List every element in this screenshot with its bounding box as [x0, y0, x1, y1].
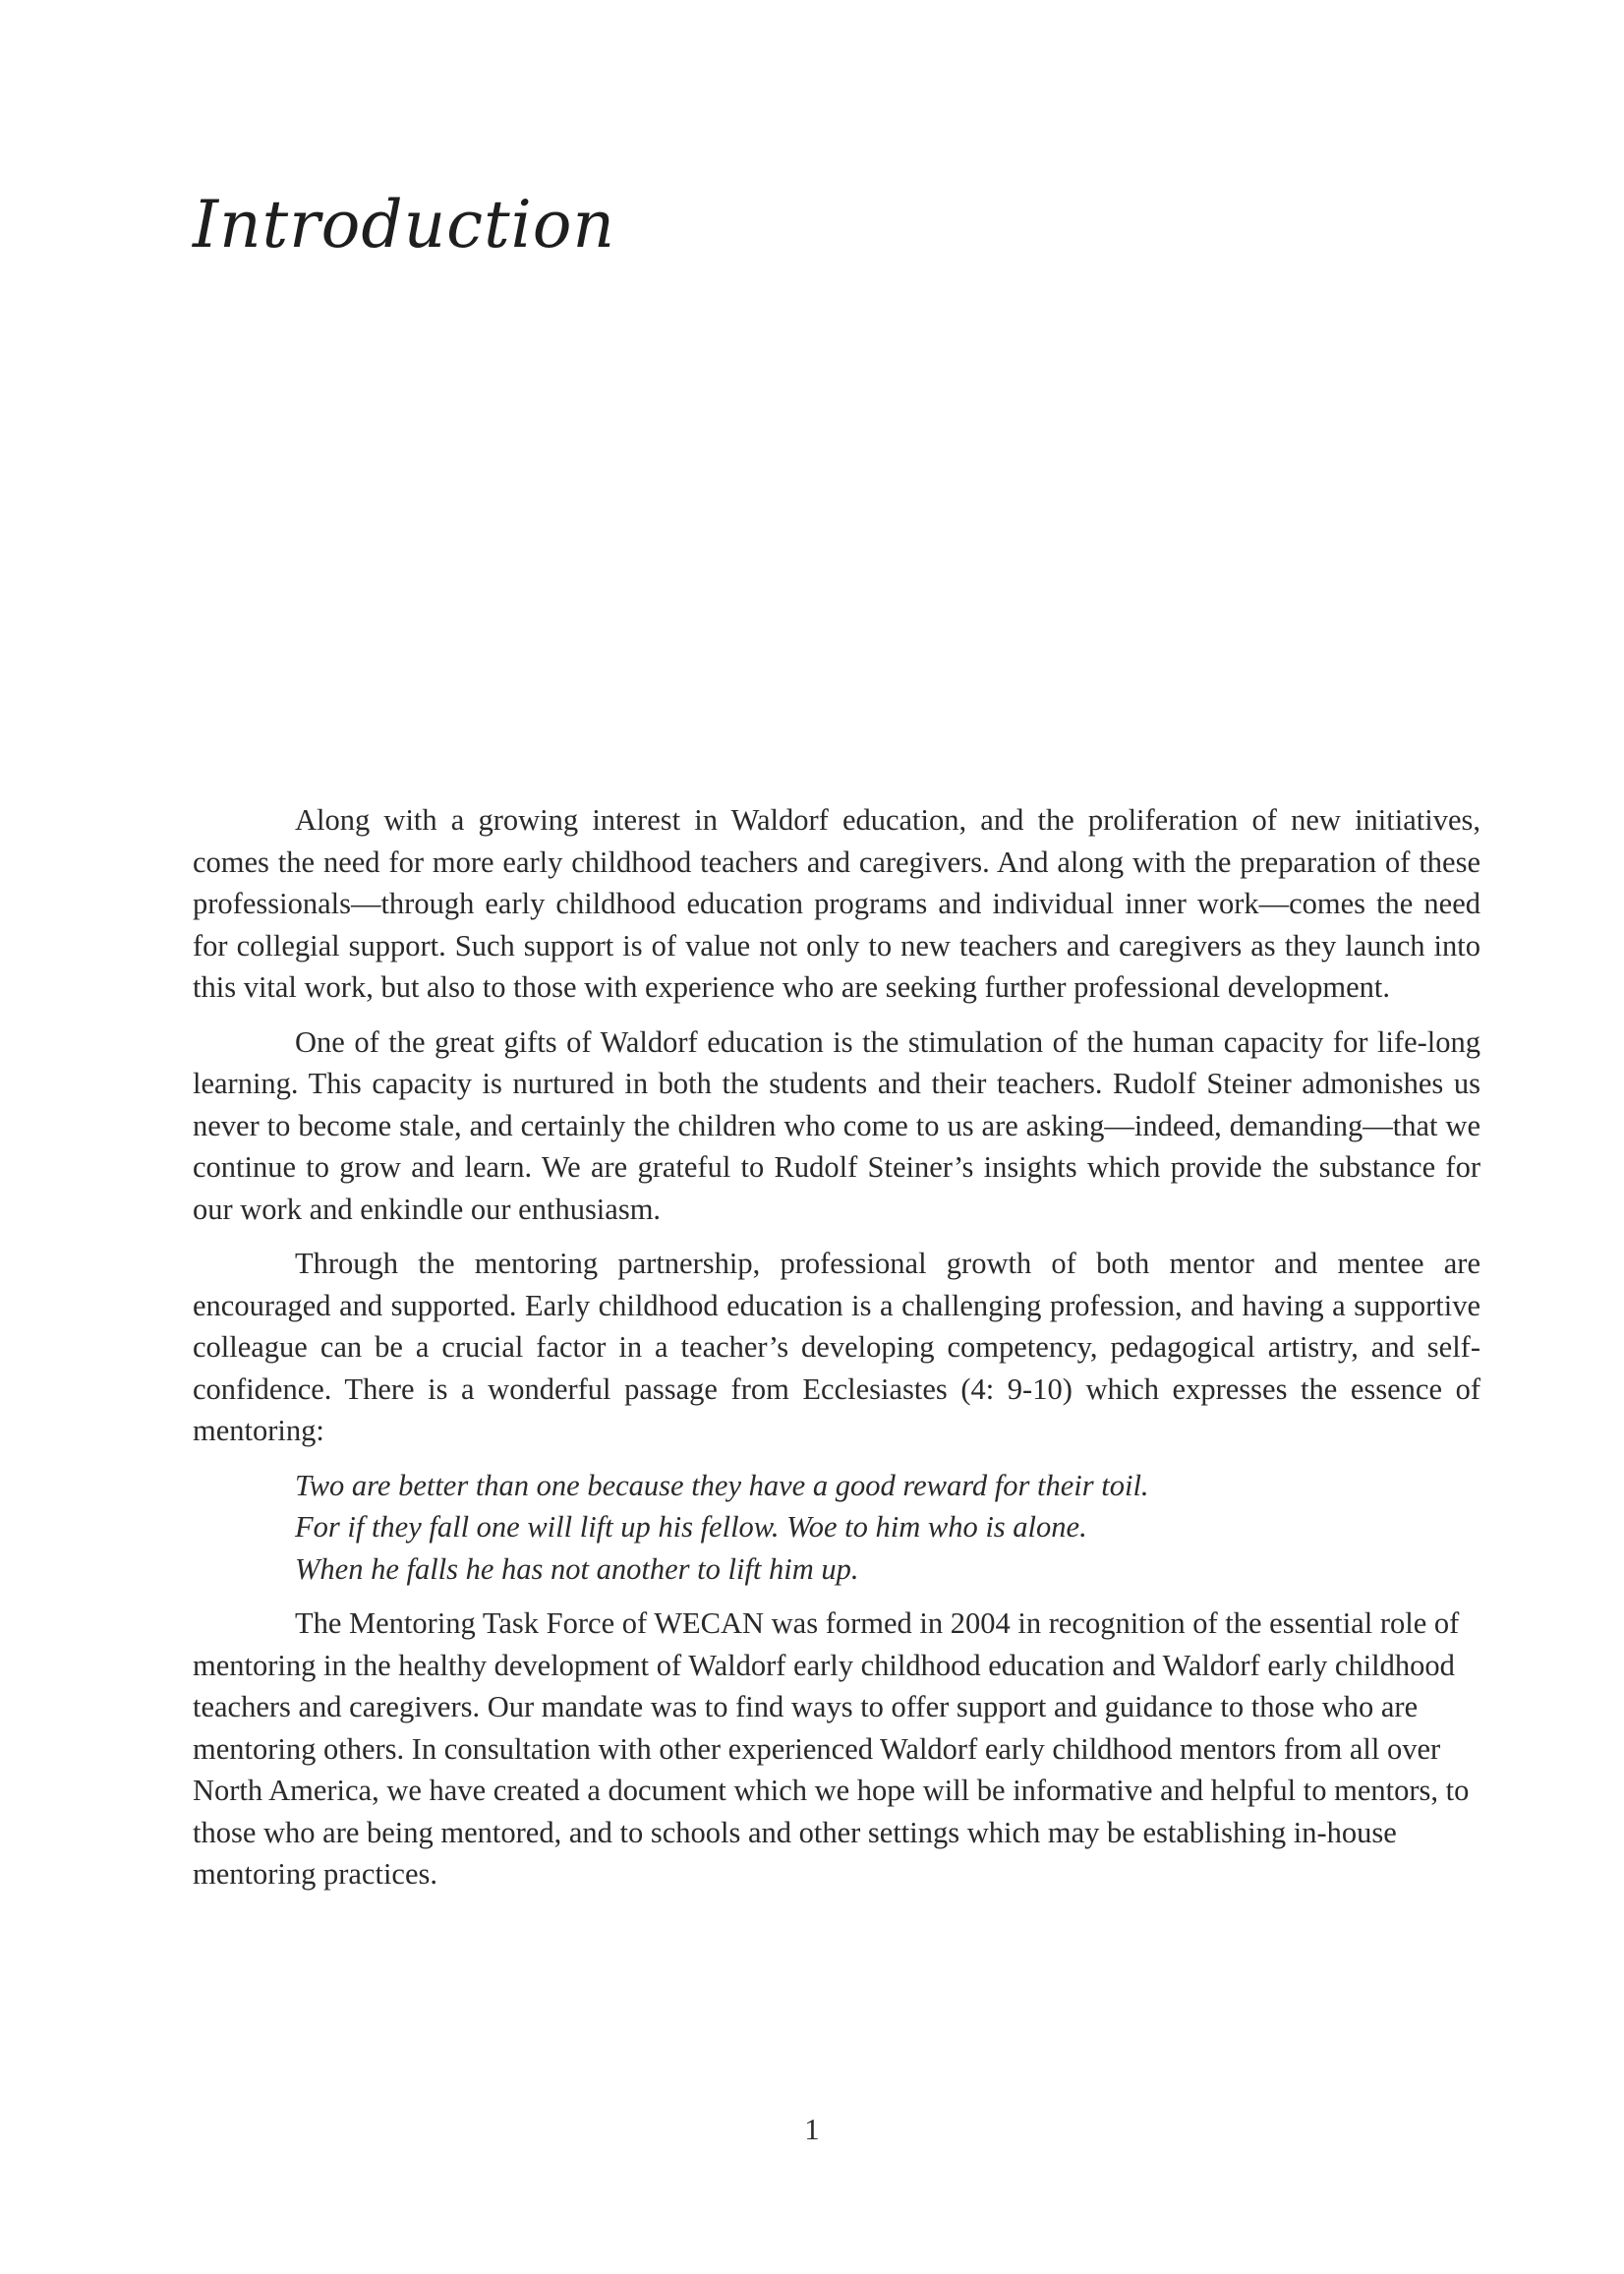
quote-line: When he falls he has not another to lift him up.: [295, 1551, 859, 1586]
ecclesiastes-quote: [295, 1465, 1480, 1591]
paragraph-lifelong-learning: One of the great gifts of Waldorf education is the stimulation of the human capacity for life-long learning. This capacity is nurtured in both the students and their teachers. Rudolf Steiner admonishes us never to become stale, and certainly the children who come to us are asking—indeed, demanding—that we continue to grow and learn. We are grateful to Rudolf Steiner’s insights which provide the substance for our work and enkindle our enthusiasm.: [193, 1024, 1480, 1226]
page-title: Introduction: [193, 187, 615, 262]
quote-line: Two are better than one because they have a good reward for their toil.: [295, 1468, 1149, 1502]
paragraph-mentoring-partnership: Through the mentoring partnership, professional growth of both mentor and mentee are encouraged and supported. Early childhood education is a challenging profession, and having a supportive colleague can be a crucial factor in a teacher’s developing competency, pedagogical artistry, and self-confidence. There is a wonderful passage from Ecclesiastes (4: 9-10) which expresses the essence of mentoring:: [193, 1247, 1480, 1447]
quote-line: For if they fall one will lift up his fellow. Woe to him who is alone.: [295, 1510, 1087, 1544]
body-text: [193, 799, 1480, 1908]
paragraph-growing-interest: Along with a growing interest in Waldorf education, and the proliferation of new initiatives, comes the need for more early childhood teachers and caregivers. And along with the preparation of these professionals—through early childhood education programs and individual inner work—comes the need for collegial support. Such support is of value not only to new teachers and caregivers as they launch into this vital work, but also to those with experience who are seeking further professional development.: [193, 803, 1480, 1004]
page-number: 1: [804, 2112, 820, 2146]
paragraph-task-force: The Mentoring Task Force of WECAN was formed in 2004 in recognition of the essential role of mentoring in the healthy development of Waldorf early childhood education and Waldorf early childhood teachers and caregivers. Our mandate was to find ways to offer support and guidance to those who are mentoring others. In consultation with other experienced Waldorf early childhood mentors from all over North America, we have created a document which we hope will be informative and helpful to mentors, to those who are being mentored, and to schools and other settings which may be establishing in-house mentoring practices.: [193, 1606, 1470, 1891]
